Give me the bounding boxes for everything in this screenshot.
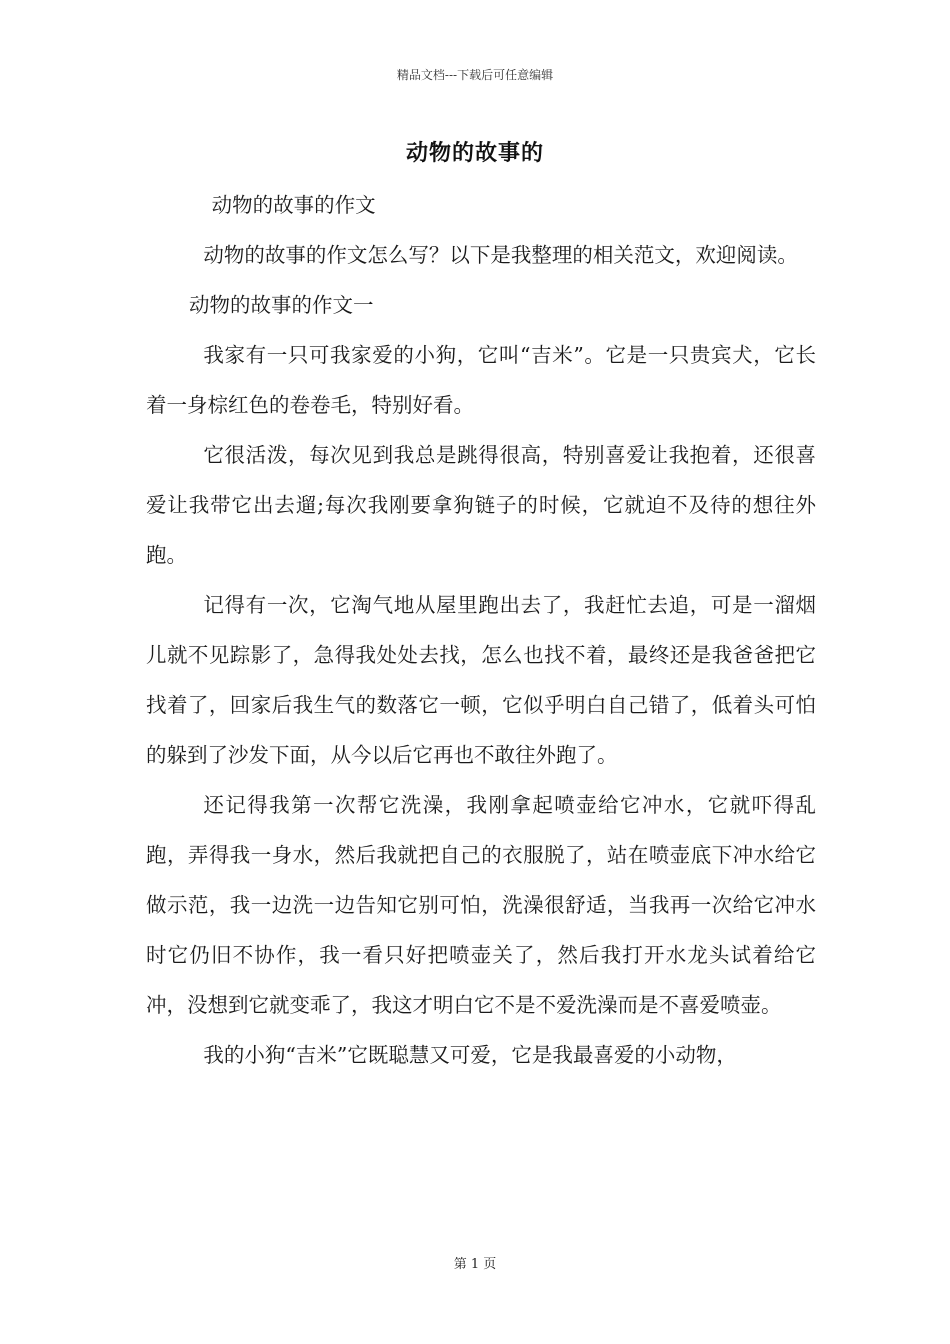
intro-paragraph: 动物的故事的作文怎么写？以下是我整理的相关范文，欢迎阅读。 bbox=[203, 243, 798, 267]
body-paragraph: 还记得我第一次帮它洗澡，我刚拿起喷壶给它冲水，它就吓得乱跑，弄得我一身水，然后我就把自己的衣服脱了，站在喷壶底下冲水给它做示范，我一边洗一边告知它别可怕，洗澡很舒适，当我再一次给它冲水时它仍旧不协作，我一看只好把喷壶关了，然后我打开水龙头试着给它冲，没想到它就变乖了，我这才明白它不是不爱洗澡而是不喜爱喷壶。 bbox=[146, 793, 816, 1017]
document-body bbox=[146, 180, 816, 1080]
section-heading-essay-one: 动物的故事的作文一 bbox=[189, 293, 374, 317]
section-heading-essay: 动物的故事的作文 bbox=[211, 193, 376, 217]
body-paragraph: 我的小狗“吉米”它既聪慧又可爱，它是我最喜爱的小动物， bbox=[203, 1043, 737, 1067]
body-paragraph: 它很活泼，每次见到我总是跳得很高，特别喜爱让我抱着，还很喜爱让我带它出去遛;每次我刚要拿狗链子的时候，它就迫不及待的想往外跑。 bbox=[146, 443, 816, 567]
document-title: 动物的故事的 bbox=[405, 140, 544, 166]
page-number: 第 1 页 bbox=[453, 1257, 497, 1272]
page-header-watermark: 精品文档---下载后可任意编辑 bbox=[396, 68, 554, 82]
body-paragraph: 记得有一次，它淘气地从屋里跑出去了，我赶忙去追，可是一溜烟儿就不见踪影了，急得我处处去找，怎么也找不着，最终还是我爸爸把它找着了，回家后我生气的数落它一顿，它似乎明白自己错了，低着头可怕的躲到了沙发下面，从今以后它再也不敢往外跑了。 bbox=[146, 593, 816, 767]
body-paragraph: 我家有一只可我家爱的小狗，它叫“吉米”。它是一只贵宾犬，它长着一身棕红色的卷卷毛，特别好看。 bbox=[146, 343, 816, 417]
